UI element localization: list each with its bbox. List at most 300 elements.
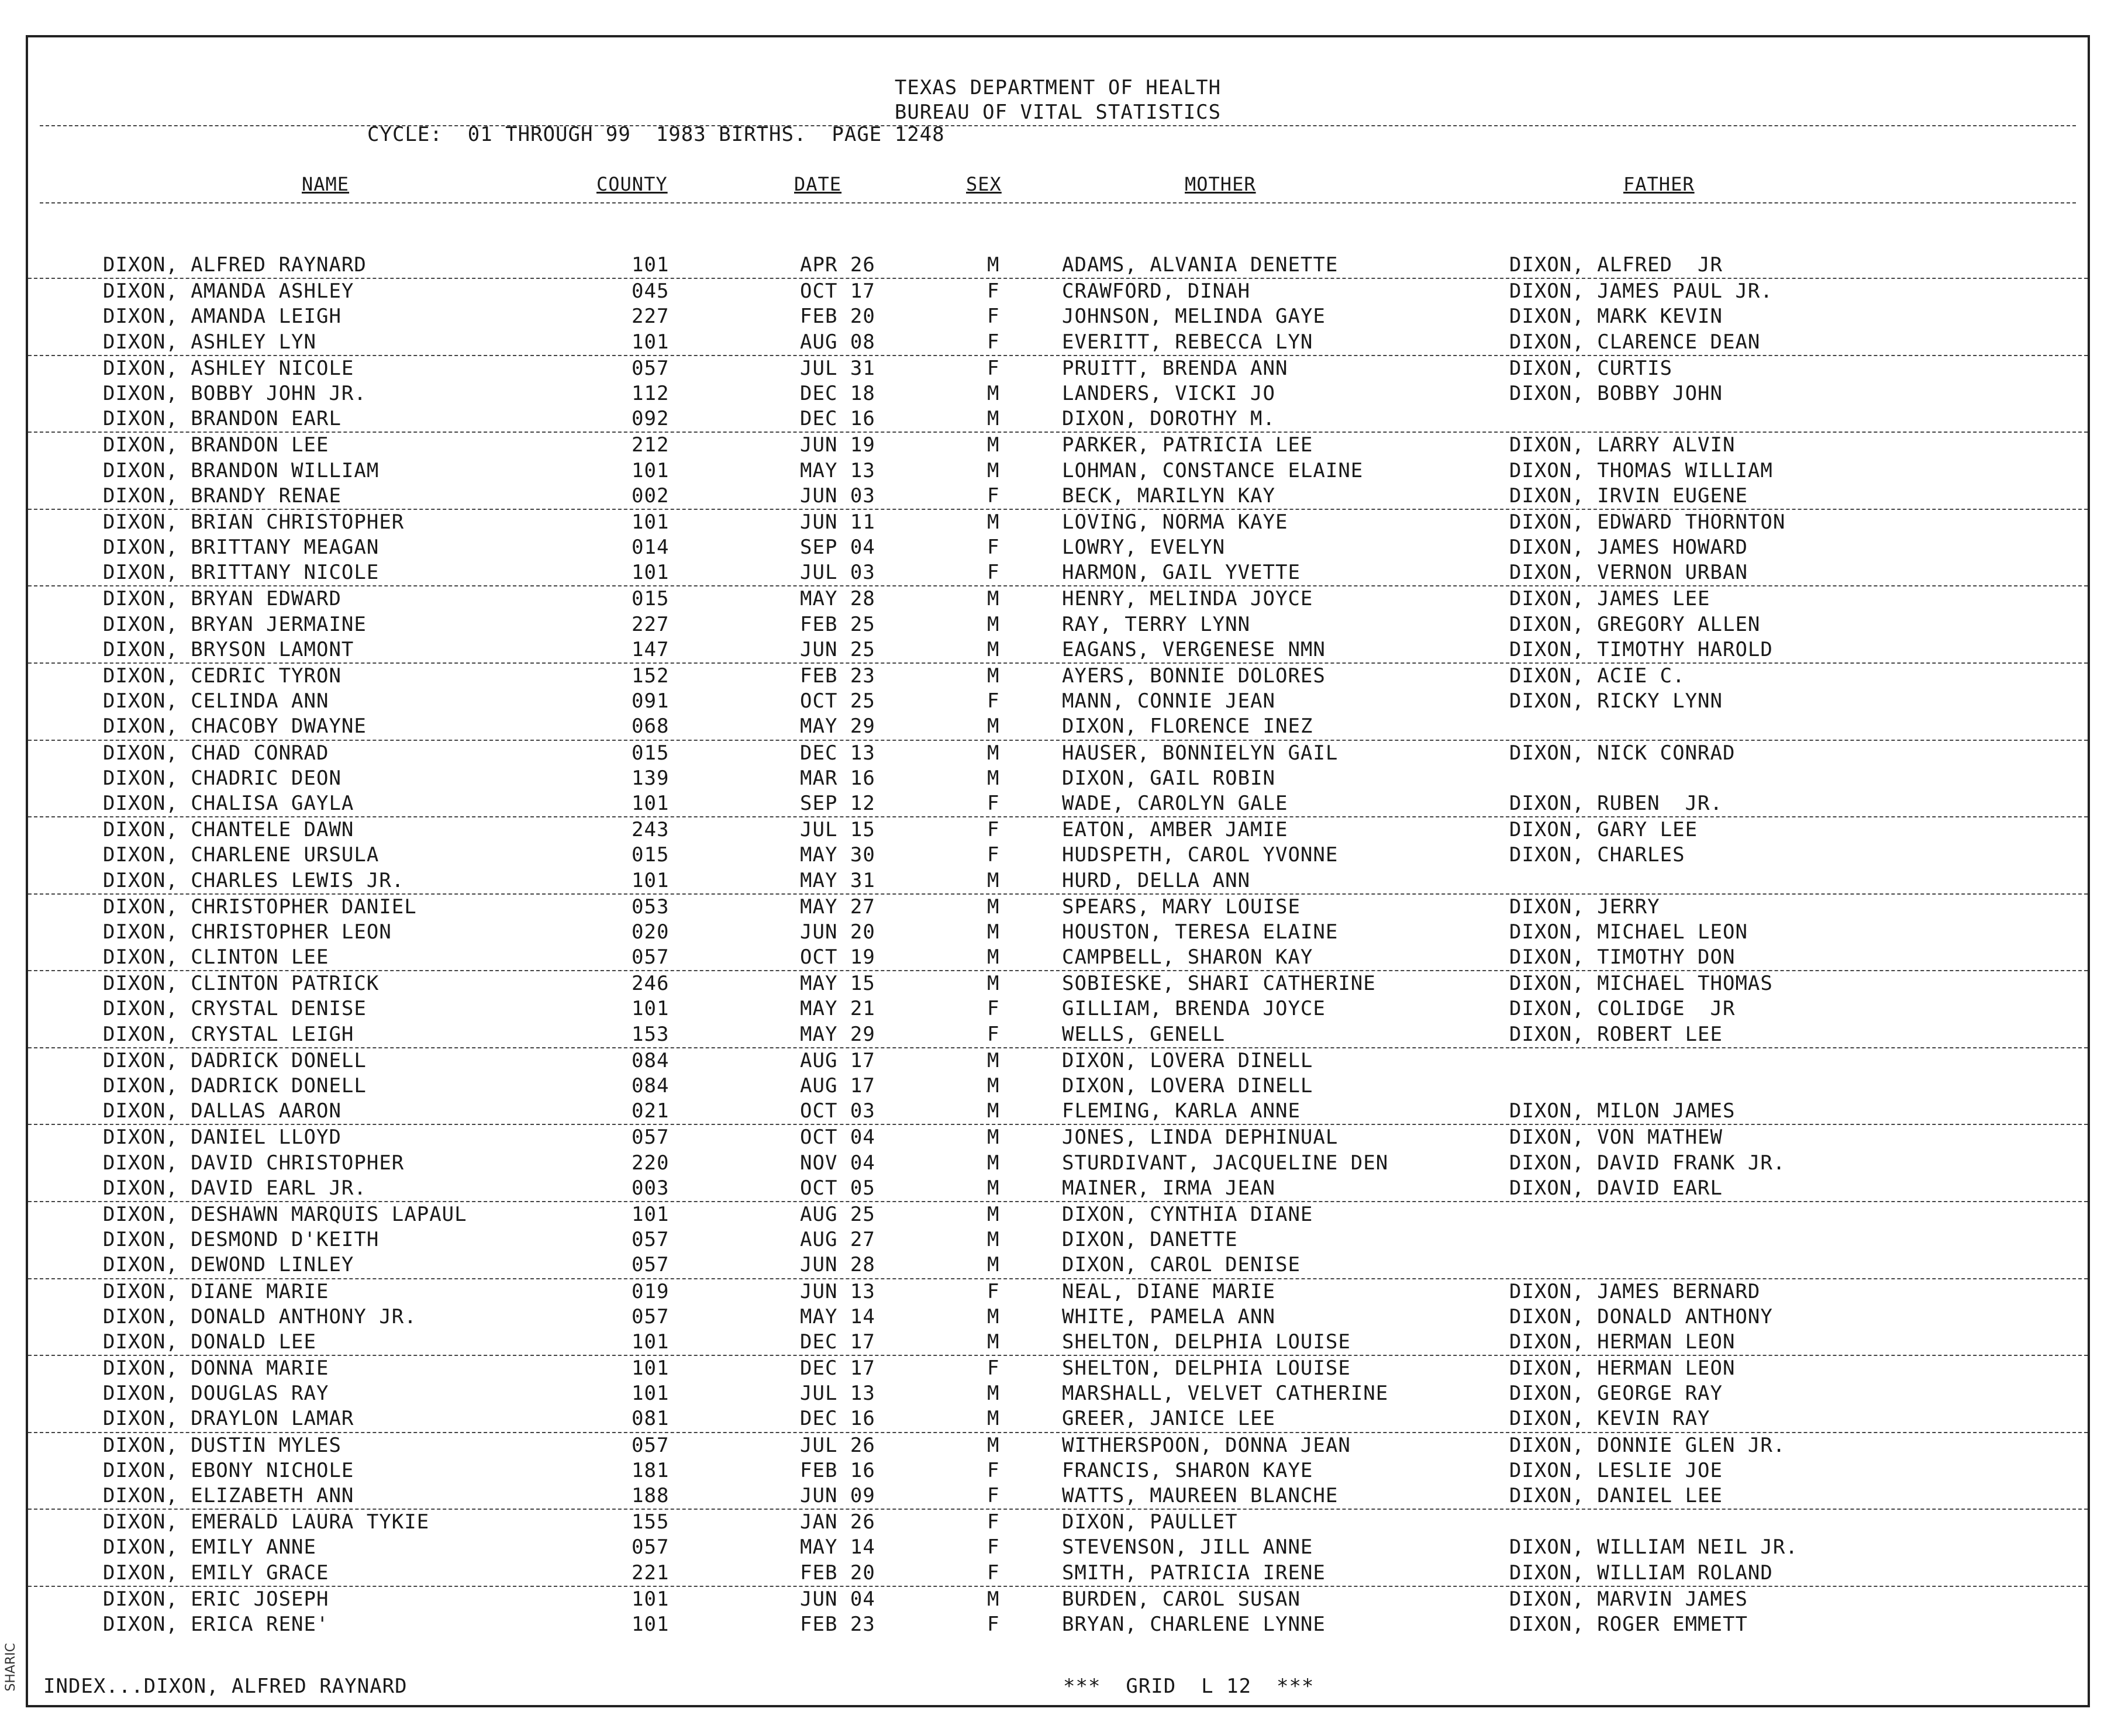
record-father: DIXON, ROGER EMMETT xyxy=(1509,1612,1748,1636)
record-father: DIXON, GEORGE RAY xyxy=(1509,1382,1723,1406)
record-county: 212 xyxy=(632,433,670,457)
record-sex: F xyxy=(987,818,1000,842)
record-mother: PARKER, PATRICIA LEE xyxy=(1062,433,1313,457)
record-sex: M xyxy=(987,920,1000,944)
record-date: FEB 20 xyxy=(800,1561,875,1585)
record-date: AUG 17 xyxy=(800,1048,875,1072)
record-county: 002 xyxy=(632,484,670,508)
record-name: DIXON, DAVID CHRISTOPHER xyxy=(103,1151,405,1175)
record-county: 057 xyxy=(632,1228,670,1252)
record-name: DIXON, DUSTIN MYLES xyxy=(103,1433,342,1457)
record-date: JUN 11 xyxy=(800,510,875,534)
record-county: 053 xyxy=(632,895,670,919)
record-sex: M xyxy=(987,1151,1000,1175)
column-header-mother: MOTHER xyxy=(1185,173,1256,195)
record-county: 112 xyxy=(632,381,670,405)
record-date: JUN 20 xyxy=(800,920,875,944)
record-row xyxy=(28,1406,2088,1433)
record-sex: M xyxy=(987,1382,1000,1406)
record-mother: SOBIESKE, SHARI CATHERINE xyxy=(1062,972,1376,996)
record-father: DIXON, GREGORY ALLEN xyxy=(1509,612,1761,636)
record-row xyxy=(28,612,2088,637)
record-name: DIXON, DONNA MARIE xyxy=(103,1357,329,1380)
record-county: 057 xyxy=(632,1535,670,1559)
record-county: 139 xyxy=(632,766,670,790)
record-date: JUL 03 xyxy=(800,561,875,585)
record-sex: M xyxy=(987,433,1000,457)
record-mother: NEAL, DIANE MARIE xyxy=(1062,1279,1275,1303)
header-rule-top xyxy=(40,125,2076,126)
record-date: SEP 04 xyxy=(800,536,875,560)
record-mother: EATON, AMBER JAMIE xyxy=(1062,818,1288,842)
record-row xyxy=(28,1510,2088,1535)
record-county: 101 xyxy=(632,1330,670,1354)
record-row xyxy=(28,868,2088,895)
record-mother: LOVING, NORMA KAYE xyxy=(1062,510,1288,534)
record-sex: M xyxy=(987,1330,1000,1354)
column-header-rule xyxy=(40,202,2076,203)
record-mother: CRAWFORD, DINAH xyxy=(1062,279,1251,303)
record-mother: RAY, TERRY LYNN xyxy=(1062,612,1251,636)
record-father: DIXON, MICHAEL LEON xyxy=(1509,920,1748,944)
record-county: 045 xyxy=(632,279,670,303)
record-father: DIXON, DAVID EARL xyxy=(1509,1176,1723,1200)
record-county: 057 xyxy=(632,945,670,969)
record-name: DIXON, CHANTELE DAWN xyxy=(103,818,354,842)
record-row xyxy=(28,1252,2088,1279)
record-name: DIXON, DADRICK DONELL xyxy=(103,1074,367,1097)
record-date: AUG 27 xyxy=(800,1228,875,1252)
record-name: DIXON, BRANDON LEE xyxy=(103,433,329,457)
record-date: MAY 28 xyxy=(800,587,875,611)
record-mother: MANN, CONNIE JEAN xyxy=(1062,689,1275,713)
record-mother: HURD, DELLA ANN xyxy=(1062,868,1251,892)
record-name: DIXON, BRYAN JERMAINE xyxy=(103,612,367,636)
record-mother: WADE, CAROLYN GALE xyxy=(1062,791,1288,815)
record-county: 019 xyxy=(632,1279,670,1303)
record-name: DIXON, BRANDY RENAE xyxy=(103,484,342,508)
record-county: 101 xyxy=(632,510,670,534)
record-date: FEB 23 xyxy=(800,664,875,688)
record-date: NOV 04 xyxy=(800,1151,875,1175)
record-date: OCT 05 xyxy=(800,1176,875,1200)
record-mother: SHELTON, DELPHIA LOUISE xyxy=(1062,1357,1351,1380)
record-date: OCT 17 xyxy=(800,279,875,303)
record-name: DIXON, CHRISTOPHER DANIEL xyxy=(103,895,417,919)
record-county: 181 xyxy=(632,1458,670,1482)
record-name: DIXON, EBONY NICHOLE xyxy=(103,1458,354,1482)
record-mother: EAGANS, VERGENESE NMN xyxy=(1062,637,1326,661)
record-county: 003 xyxy=(632,1176,670,1200)
record-county: 101 xyxy=(632,1202,670,1226)
record-father: DIXON, JAMES LEE xyxy=(1509,587,1710,611)
record-name: DIXON, CHACOBY DWAYNE xyxy=(103,715,367,738)
record-mother: PRUITT, BRENDA ANN xyxy=(1062,356,1288,380)
record-county: 015 xyxy=(632,741,670,765)
record-county: 246 xyxy=(632,972,670,996)
record-sex: M xyxy=(987,895,1000,919)
record-sex: M xyxy=(987,1074,1000,1097)
record-date: JUN 04 xyxy=(800,1587,875,1611)
record-row xyxy=(28,1587,2088,1612)
record-county: 101 xyxy=(632,868,670,892)
record-date: AUG 17 xyxy=(800,1074,875,1097)
record-sex: F xyxy=(987,1561,1000,1585)
record-name: DIXON, CELINDA ANN xyxy=(103,689,329,713)
record-sex: F xyxy=(987,791,1000,815)
record-row xyxy=(28,664,2088,689)
record-sex: F xyxy=(987,305,1000,329)
record-name: DIXON, DOUGLAS RAY xyxy=(103,1382,329,1406)
record-row xyxy=(28,1151,2088,1176)
record-row xyxy=(28,1022,2088,1048)
record-sex: F xyxy=(987,843,1000,867)
record-county: 155 xyxy=(632,1510,670,1534)
record-mother: DIXON, GAIL ROBIN xyxy=(1062,766,1275,790)
record-father: DIXON, COLIDGE JR xyxy=(1509,997,1736,1021)
record-name: DIXON, CEDRIC TYRON xyxy=(103,664,342,688)
record-father: DIXON, RUBEN JR. xyxy=(1509,791,1723,815)
record-date: JUL 31 xyxy=(800,356,875,380)
record-mother: EVERITT, REBECCA LYN xyxy=(1062,330,1313,354)
record-county: 101 xyxy=(632,791,670,815)
record-mother: JOHNSON, MELINDA GAYE xyxy=(1062,305,1326,329)
record-sex: M xyxy=(987,637,1000,661)
record-name: DIXON, CLINTON LEE xyxy=(103,945,329,969)
record-father: DIXON, KEVIN RAY xyxy=(1509,1407,1710,1431)
record-date: MAY 14 xyxy=(800,1535,875,1559)
record-county: 091 xyxy=(632,689,670,713)
record-county: 057 xyxy=(632,1126,670,1150)
record-mother: DIXON, FLORENCE INEZ xyxy=(1062,715,1313,738)
record-county: 057 xyxy=(632,1253,670,1277)
record-father: DIXON, CURTIS xyxy=(1509,356,1673,380)
record-date: MAY 15 xyxy=(800,972,875,996)
record-row xyxy=(28,433,2088,458)
record-sex: M xyxy=(987,741,1000,765)
record-county: 221 xyxy=(632,1561,670,1585)
record-row xyxy=(28,689,2088,714)
record-row xyxy=(28,1304,2088,1330)
record-father: DIXON, DAVID FRANK JR. xyxy=(1509,1151,1786,1175)
record-county: 057 xyxy=(632,356,670,380)
record-name: DIXON, BRYSON LAMONT xyxy=(103,637,354,661)
record-father: DIXON, THOMAS WILLIAM xyxy=(1509,458,1773,482)
record-sex: M xyxy=(987,612,1000,636)
record-name: DIXON, CHADRIC DEON xyxy=(103,766,342,790)
record-name: DIXON, BRYAN EDWARD xyxy=(103,587,342,611)
record-mother: WHITE, PAMELA ANN xyxy=(1062,1304,1275,1328)
record-date: OCT 04 xyxy=(800,1126,875,1150)
record-father: DIXON, GARY LEE xyxy=(1509,818,1698,842)
record-mother: JONES, LINDA DEPHINUAL xyxy=(1062,1126,1339,1150)
record-row xyxy=(28,996,2088,1021)
record-name: DIXON, BRITTANY NICOLE xyxy=(103,561,380,585)
record-date: AUG 08 xyxy=(800,330,875,354)
record-sex: F xyxy=(987,1510,1000,1534)
record-mother: AYERS, BONNIE DOLORES xyxy=(1062,664,1326,688)
record-county: 101 xyxy=(632,561,670,585)
record-row xyxy=(28,510,2088,535)
record-date: DEC 16 xyxy=(800,1407,875,1431)
record-name: DIXON, BRITTANY MEAGAN xyxy=(103,536,380,560)
record-mother: SHELTON, DELPHIA LOUISE xyxy=(1062,1330,1351,1354)
record-father: DIXON, JAMES HOWARD xyxy=(1509,536,1748,560)
record-date: MAY 29 xyxy=(800,1022,875,1046)
record-row xyxy=(28,1483,2088,1510)
record-mother: MAINER, IRMA JEAN xyxy=(1062,1176,1275,1200)
bureau-title: BUREAU OF VITAL STATISTICS xyxy=(894,101,1222,124)
record-date: APR 26 xyxy=(800,253,875,277)
record-row xyxy=(28,714,2088,740)
record-date: OCT 25 xyxy=(800,689,875,713)
record-county: 153 xyxy=(632,1022,670,1046)
record-county: 227 xyxy=(632,612,670,636)
record-county: 101 xyxy=(632,253,670,277)
record-mother: DIXON, DANETTE xyxy=(1062,1228,1238,1252)
record-row xyxy=(28,1535,2088,1560)
record-father: DIXON, ACIE C. xyxy=(1509,664,1685,688)
record-father: DIXON, ALFRED JR xyxy=(1509,253,1723,277)
record-date: JUN 28 xyxy=(800,1253,875,1277)
record-sex: M xyxy=(987,510,1000,534)
record-mother: DIXON, LOVERA DINELL xyxy=(1062,1048,1313,1072)
record-father: DIXON, LARRY ALVIN xyxy=(1509,433,1736,457)
record-row xyxy=(28,330,2088,356)
record-sex: M xyxy=(987,945,1000,969)
record-mother: CAMPBELL, SHARON KAY xyxy=(1062,945,1313,969)
record-row xyxy=(28,945,2088,971)
record-county: 020 xyxy=(632,920,670,944)
record-sex: F xyxy=(987,689,1000,713)
record-father: DIXON, JAMES BERNARD xyxy=(1509,1279,1761,1303)
record-county: 092 xyxy=(632,407,670,431)
record-mother: DIXON, CYNTHIA DIANE xyxy=(1062,1202,1313,1226)
record-father: DIXON, HERMAN LEON xyxy=(1509,1330,1736,1354)
record-name: DIXON, DRAYLON LAMAR xyxy=(103,1407,354,1431)
record-name: DIXON, DANIEL LLOYD xyxy=(103,1126,342,1150)
record-date: OCT 19 xyxy=(800,945,875,969)
record-father: DIXON, LESLIE JOE xyxy=(1509,1458,1723,1482)
record-name: DIXON, AMANDA LEIGH xyxy=(103,305,342,329)
record-sex: F xyxy=(987,356,1000,380)
record-name: DIXON, ALFRED RAYNARD xyxy=(103,253,367,277)
record-mother: LANDERS, VICKI JO xyxy=(1062,381,1275,405)
record-mother: DIXON, CAROL DENISE xyxy=(1062,1253,1301,1277)
record-row xyxy=(28,1458,2088,1483)
record-name: DIXON, AMANDA ASHLEY xyxy=(103,279,354,303)
record-name: DIXON, CRYSTAL LEIGH xyxy=(103,1022,354,1046)
record-mother: STURDIVANT, JACQUELINE DEN xyxy=(1062,1151,1389,1175)
record-name: DIXON, ELIZABETH ANN xyxy=(103,1484,354,1507)
records-list xyxy=(28,253,2088,1637)
record-sex: F xyxy=(987,484,1000,508)
record-date: JUL 15 xyxy=(800,818,875,842)
record-row xyxy=(28,1176,2088,1202)
record-row xyxy=(28,1279,2088,1304)
record-sex: F xyxy=(987,1279,1000,1303)
record-row xyxy=(28,535,2088,560)
record-sex: F xyxy=(987,1458,1000,1482)
record-row xyxy=(28,253,2088,279)
record-father: DIXON, CLARENCE DEAN xyxy=(1509,330,1761,354)
record-row xyxy=(28,560,2088,586)
record-name: DIXON, DESMOND D'KEITH xyxy=(103,1228,380,1252)
record-mother: BECK, MARILYN KAY xyxy=(1062,484,1275,508)
record-father: DIXON, MICHAEL THOMAS xyxy=(1509,972,1773,996)
record-father: DIXON, ROBERT LEE xyxy=(1509,1022,1723,1046)
record-father: DIXON, NICK CONRAD xyxy=(1509,741,1736,765)
record-row xyxy=(28,1227,2088,1252)
record-father: DIXON, IRVIN EUGENE xyxy=(1509,484,1748,508)
record-sex: M xyxy=(987,1433,1000,1457)
record-father: DIXON, MILON JAMES xyxy=(1509,1099,1736,1123)
printout-frame xyxy=(26,35,2090,1707)
record-date: FEB 23 xyxy=(800,1612,875,1636)
record-mother: LOHMAN, CONSTANCE ELAINE xyxy=(1062,458,1364,482)
record-county: 068 xyxy=(632,715,670,738)
record-sex: M xyxy=(987,253,1000,277)
record-date: DEC 18 xyxy=(800,381,875,405)
record-name: DIXON, CHARLES LEWIS JR. xyxy=(103,868,405,892)
record-row xyxy=(28,1561,2088,1587)
record-sex: F xyxy=(987,997,1000,1021)
record-father: DIXON, MARVIN JAMES xyxy=(1509,1587,1748,1611)
record-mother: FRANCIS, SHARON KAYE xyxy=(1062,1458,1313,1482)
record-row xyxy=(28,586,2088,612)
column-header-date: DATE xyxy=(794,173,842,195)
record-sex: M xyxy=(987,1048,1000,1072)
record-county: 101 xyxy=(632,1587,670,1611)
record-county: 227 xyxy=(632,305,670,329)
record-date: DEC 16 xyxy=(800,407,875,431)
record-sex: F xyxy=(987,1022,1000,1046)
record-name: DIXON, BRIAN CHRISTOPHER xyxy=(103,510,405,534)
record-date: MAY 31 xyxy=(800,868,875,892)
record-mother: DIXON, LOVERA DINELL xyxy=(1062,1074,1313,1097)
record-date: MAY 30 xyxy=(800,843,875,867)
grid-line: *** GRID L 12 *** xyxy=(1063,1675,1315,1698)
record-sex: M xyxy=(987,1407,1000,1431)
record-sex: M xyxy=(987,1228,1000,1252)
record-father: DIXON, EDWARD THORNTON xyxy=(1509,510,1786,534)
column-header-father: FATHER xyxy=(1623,173,1695,195)
record-mother: DIXON, DOROTHY M. xyxy=(1062,407,1275,431)
record-county: 021 xyxy=(632,1099,670,1123)
record-name: DIXON, DALLAS AARON xyxy=(103,1099,342,1123)
record-mother: BURDEN, CAROL SUSAN xyxy=(1062,1587,1301,1611)
record-sex: M xyxy=(987,1126,1000,1150)
record-date: MAY 21 xyxy=(800,997,875,1021)
column-header-name: NAME xyxy=(302,173,350,195)
record-name: DIXON, EMILY GRACE xyxy=(103,1561,329,1585)
record-father: DIXON, TIMOTHY HAROLD xyxy=(1509,637,1773,661)
record-sex: M xyxy=(987,1099,1000,1123)
record-county: 152 xyxy=(632,664,670,688)
record-father: DIXON, VERNON URBAN xyxy=(1509,561,1748,585)
record-sex: F xyxy=(987,279,1000,303)
record-father: DIXON, HERMAN LEON xyxy=(1509,1357,1736,1380)
record-county: 101 xyxy=(632,997,670,1021)
record-county: 014 xyxy=(632,536,670,560)
record-father: DIXON, JAMES PAUL JR. xyxy=(1509,279,1773,303)
record-name: DIXON, BRANDON WILLIAM xyxy=(103,458,380,482)
column-header-county: COUNTY xyxy=(596,173,668,195)
record-date: OCT 03 xyxy=(800,1099,875,1123)
record-name: DIXON, BRANDON EARL xyxy=(103,407,342,431)
record-name: DIXON, DADRICK DONELL xyxy=(103,1048,367,1072)
record-father: DIXON, CHARLES xyxy=(1509,843,1685,867)
record-date: JUN 19 xyxy=(800,433,875,457)
record-name: DIXON, CHARLENE URSULA xyxy=(103,843,380,867)
record-county: 147 xyxy=(632,637,670,661)
record-county: 015 xyxy=(632,843,670,867)
record-date: JUN 03 xyxy=(800,484,875,508)
record-row xyxy=(28,637,2088,664)
record-name: DIXON, EMILY ANNE xyxy=(103,1535,316,1559)
record-county: 188 xyxy=(632,1484,670,1507)
record-father: DIXON, MARK KEVIN xyxy=(1509,305,1723,329)
record-row xyxy=(28,741,2088,766)
record-father: DIXON, JERRY xyxy=(1509,895,1660,919)
record-county: 057 xyxy=(632,1433,670,1457)
record-mother: MARSHALL, VELVET CATHERINE xyxy=(1062,1382,1389,1406)
record-sex: F xyxy=(987,536,1000,560)
record-father: DIXON, DONNIE GLEN JR. xyxy=(1509,1433,1786,1457)
record-name: DIXON, ERICA RENE' xyxy=(103,1612,329,1636)
record-date: MAY 29 xyxy=(800,715,875,738)
record-name: DIXON, DIANE MARIE xyxy=(103,1279,329,1303)
record-county: 101 xyxy=(632,330,670,354)
record-mother: ADAMS, ALVANIA DENETTE xyxy=(1062,253,1339,277)
record-row xyxy=(28,843,2088,868)
record-mother: HENRY, MELINDA JOYCE xyxy=(1062,587,1313,611)
record-date: SEP 12 xyxy=(800,791,875,815)
record-row xyxy=(28,1074,2088,1099)
record-mother: HAUSER, BONNIELYN GAIL xyxy=(1062,741,1339,765)
record-county: 084 xyxy=(632,1048,670,1072)
record-mother: HOUSTON, TERESA ELAINE xyxy=(1062,920,1339,944)
record-sex: M xyxy=(987,1202,1000,1226)
record-date: FEB 20 xyxy=(800,305,875,329)
record-row xyxy=(28,920,2088,945)
record-row xyxy=(28,304,2088,329)
record-row xyxy=(28,1433,2088,1458)
record-sex: M xyxy=(987,458,1000,482)
record-father: DIXON, WILLIAM NEIL JR. xyxy=(1509,1535,1798,1559)
record-name: DIXON, CHALISA GAYLA xyxy=(103,791,354,815)
record-sex: F xyxy=(987,1357,1000,1380)
record-date: DEC 17 xyxy=(800,1357,875,1380)
record-mother: HARMON, GAIL YVETTE xyxy=(1062,561,1301,585)
record-sex: M xyxy=(987,664,1000,688)
record-mother: STEVENSON, JILL ANNE xyxy=(1062,1535,1313,1559)
record-row xyxy=(28,766,2088,791)
record-name: DIXON, CHRISTOPHER LEON xyxy=(103,920,392,944)
record-mother: LOWRY, EVELYN xyxy=(1062,536,1226,560)
record-father: DIXON, BOBBY JOHN xyxy=(1509,381,1723,405)
record-sex: M xyxy=(987,1253,1000,1277)
record-name: DIXON, DONALD ANTHONY JR. xyxy=(103,1304,417,1328)
record-date: MAR 16 xyxy=(800,766,875,790)
record-mother: WELLS, GENELL xyxy=(1062,1022,1226,1046)
record-row xyxy=(28,1048,2088,1074)
record-mother: WITHERSPOON, DONNA JEAN xyxy=(1062,1433,1351,1457)
record-sex: M xyxy=(987,868,1000,892)
record-sex: M xyxy=(987,587,1000,611)
record-name: DIXON, ASHLEY NICOLE xyxy=(103,356,354,380)
record-mother: FLEMING, KARLA ANNE xyxy=(1062,1099,1301,1123)
